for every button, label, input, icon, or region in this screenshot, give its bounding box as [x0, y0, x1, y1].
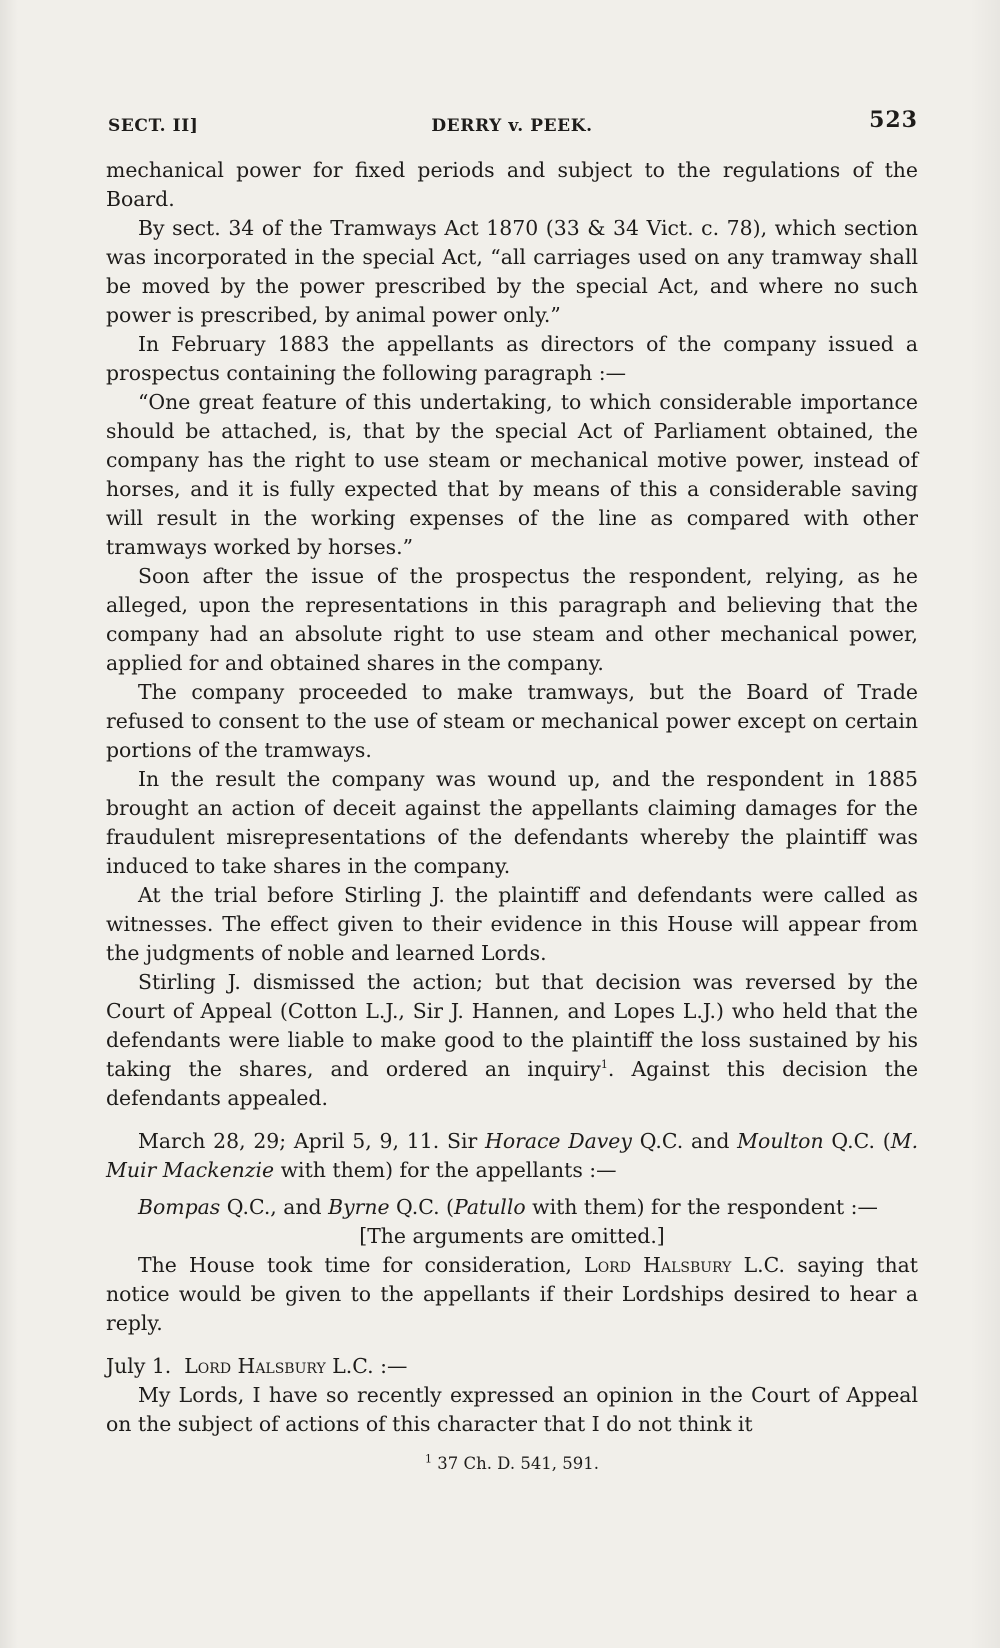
footnote: [106, 1449, 918, 1478]
footnote-text: 37 Ch. D. 541, 591.: [437, 1454, 600, 1473]
law-report-page: [106, 100, 918, 1478]
counsel-name: M. Muir Mackenzie: [106, 1129, 919, 1182]
hearing-dates: March 28, 29; April 5, 9, 11.: [138, 1129, 440, 1153]
lord-name: Lord Halsbury: [184, 1354, 326, 1378]
counsel-name: Bompas: [138, 1195, 221, 1219]
sir-label: Sir: [447, 1129, 478, 1153]
judgment-heading: [106, 1352, 918, 1381]
counsel-name: Patullo: [454, 1195, 526, 1219]
footnote-marker: 1: [424, 1452, 432, 1466]
arguments-omitted: [The arguments are omitted.]: [359, 1224, 665, 1248]
paragraph-3: In February 1883 the appellants as directors of the company issued a prospectus containing the following paragraph :—: [106, 332, 918, 385]
footnote-reference: 1: [600, 1058, 608, 1072]
paragraph-5: Soon after the issue of the prospectus the respondent, relying, as he alleged, upon the representations in this paragraph and believing that the company had an absolute right to use steam and other mechanical power, applied for and obtained shares in the company.: [106, 564, 918, 675]
paragraph-2: By sect. 34 of the Tramways Act 1870 (33 & 34 Vict. c. 78), which section was incorporated in the special Act, “all carriages used on any tramway shall be moved by the power prescribed by the special Act, and where no such power is prescribed, by animal power only.”: [106, 216, 918, 327]
consideration-text: L.C. saying that notice would be given to the appellants if their Lordships desired to hear a reply.: [106, 1253, 918, 1335]
qc-label: Q.C.: [831, 1129, 875, 1153]
body-text: [106, 156, 918, 1439]
counsel-respondent: [106, 1193, 918, 1222]
judgment-opening: My Lords, I have so recently expressed an opinion in the Court of Appeal on the subject of actions of this character that I do not think it: [106, 1383, 918, 1436]
counsel-name: Horace Davey: [485, 1129, 632, 1153]
section-label: SECT. II]: [108, 116, 199, 136]
counsel-role: with them) for the respondent :—: [532, 1195, 878, 1219]
paragraph-9-end: Against this decision the defendants appealed.: [106, 1057, 919, 1110]
paren: (: [882, 1129, 891, 1153]
lord-title: L.C. :—: [332, 1354, 408, 1378]
running-head: [106, 100, 918, 134]
paragraph-9-text: Stirling J. dismissed the action; but that decision was reversed by the Court of Appeal (Cotton L.J., Sir J. Hannen, and Lopes L.J.) who held that the defendants were liable to make good to the plaintiff the loss sustained by his taking the shares, and ordered an inquiry: [106, 970, 918, 1081]
paragraph-1: mechanical power for fixed periods and subject to the regulations of the Board.: [106, 158, 918, 211]
lord-name: Lord Halsbury: [584, 1253, 732, 1277]
counsel-appellants: [106, 1127, 918, 1185]
qc-label: Q.C. (: [396, 1195, 455, 1219]
qc-label: Q.C. and: [639, 1129, 730, 1153]
case-title: DERRY v. PEEK.: [431, 116, 593, 136]
counsel-name: Moulton: [737, 1129, 824, 1153]
paragraph-7: In the result the company was wound up, and the respondent in 1885 brought an action of deceit against the appellants claiming damages for the fraudulent misrepresentations of the defendants whereby the plaintiff was induced to take shares in the company.: [106, 767, 918, 878]
qc-label: Q.C., and: [226, 1195, 322, 1219]
consideration-note: [106, 1251, 918, 1338]
page-number: 523: [869, 107, 918, 133]
prospectus-quote: “One great feature of this undertaking, to which considerable importance should be attached, is, that by the special Act of Parliament obtained, the company has the right to use steam or mechanical motive power, instead of horses, and it is fully expected that by means of this a considerable saving will result in the working expenses of the line as compared with other tramways worked by horses.”: [106, 390, 918, 559]
paragraph-6: The company proceeded to make tramways, but the Board of Trade refused to consent to the use of steam or mechanical power except on certain portions of the tramways.: [106, 680, 918, 762]
paragraph-9: Stirling J. dismissed the action; but that decision was reversed by the Court of Appeal (Cotton L.J., Sir J. Hannen, and Lopes L.J.) who held that the defendants were liable to make good to the plaintiff the loss sustained by his taking the shares, and ordered an inquiry$^1$. Against this decision the defendants appealed.: [106, 970, 919, 1110]
counsel-name: Byrne: [328, 1195, 390, 1219]
judgment-date: July 1.: [106, 1354, 172, 1378]
counsel-role: with them) for the appellants :—: [280, 1158, 617, 1182]
consideration-text: The House took time for consideration,: [138, 1253, 572, 1277]
paragraph-8: At the trial before Stirling J. the plaintiff and defendants were called as witnesses. The effect given to their evidence in this House will appear from the judgments of noble and learned Lords.: [106, 883, 918, 965]
